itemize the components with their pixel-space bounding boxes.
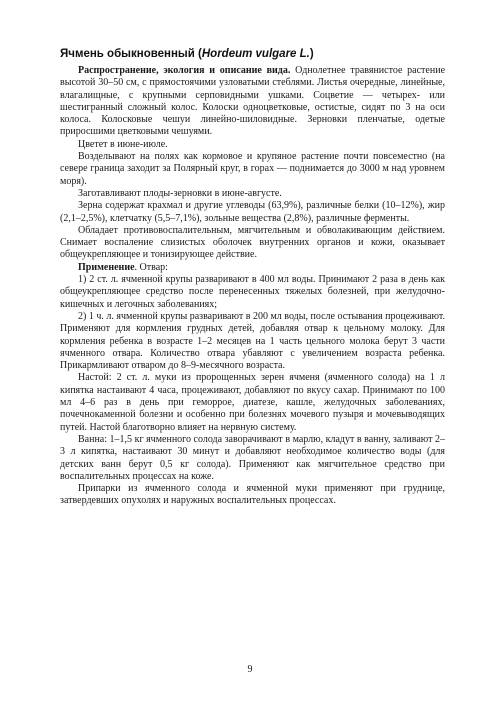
composition-paragraph: Зерна содержат крахмал и другие углеводы (63,9%), различные белки (10–12%), жир (2,1–2,5%), клетчатку (5,5–7,1%), зольные вещества (2,8%), различные ферменты. (60, 200, 445, 224)
cultivation-paragraph: Возделывают на полях как кормовое и крупяное растение почти повсеместно (на севере граница заходит за Полярный круг, в горах — поднимается до 3000 м над уровнем моря). (60, 151, 445, 187)
document-page (60, 47, 445, 508)
title-prefix: Ячмень обыкновенный ( (60, 48, 202, 60)
poultice-paragraph: Припарки из ячменного солода и ячменной муки применяют при груднице, затвердевших опухолях и наружных воспалительных процессах. (60, 483, 445, 507)
harvest-paragraph: Заготавливают плоды-зерновки в июне-августе. (78, 187, 282, 199)
bath-paragraph: Ванна: 1–1,5 кг ячменного солода заворачивают в марлю, кладут в ванну, заливают 2–3 л кипятка, настаивают 30 минут и добавляют необходимое количество воды (для детских ванн берут 0,5 кг солода). Применяют как мягчительное средство при воспалительных процессах на коже. (60, 433, 445, 482)
decoction-2-paragraph: 2) 1 ч. л. ячменной крупы разваривают в 200 мл воды, после остывания процеживают. Применяют для кормления грудных детей, добавляя отвар к цельному молоку. Для кормления ребенка в возрасте 1–2 месяцев на 1 часть цельного молока берут 3 части ячменного отвара. Количество отвара убавляют с увеличением возраста ребенка. Прикармливают отваром до 8–9-месячного возраста. (60, 310, 445, 372)
action-paragraph: Обладает противовоспалительным, мягчительным и обволакивающим действием. Снимает воспаление слизистых оболочек внутренних органов и кожи, оказывает общеукрепляющее и тонизирующее действие. (60, 224, 445, 261)
infusion-paragraph: Настой: 2 ст. л. муки из пророщенных зерен ячменя (ячменного солода) на 1 л кипятка настаивают 4 часа, процеживают, добавляют по вкусу сахар. Принимают по 100 мл 4–6 раз в день при геморрое, диатезе, кашле, желудочных заболеваниях, почечнокаменной болезни и особенно при болезнях мочевого пузыря и мочевыводящих путей. Настой благотворно влияет на нервную систему. (60, 372, 445, 433)
usage-paragraph (60, 262, 445, 274)
title-suffix: ) (309, 48, 314, 60)
distribution-text: Однолетнее травянистое растение высотой 30–50 см, с прямостоячими узловатыми стеблями. Листья очередные, линейные, влагалищные, с крупными серповидными ушками. Соцветие — четырех- или шестигранный сложный колос. Колоски одноцветковые, остистые, сидят по 3 на оси колоса. Колосковые чешуи линейно-шиловидные. Зерновки пленчатые, одетые приросшими цветковыми чешуями. (60, 65, 446, 138)
usage-heading: Применение (78, 261, 135, 273)
distribution-heading: Распространение, экология и описание вида. (78, 65, 291, 76)
article-title (60, 47, 445, 61)
page-number: 9 (247, 664, 253, 675)
bloom-paragraph: Цветет в июне-июле. (78, 138, 168, 150)
title-latin-name: Hordeum vulgare L. (201, 48, 310, 60)
decoction-1-paragraph: 1) 2 ст. л. ячменной крупы разваривают в 400 мл воды. Принимают 2 раза в день как общеукрепляющее средство после перенесенных тяжелых болезней, при желудочно-кишечных и легочных заболеваниях; (60, 274, 445, 310)
usage-text: . Отвар: (134, 261, 168, 273)
distribution-paragraph (60, 65, 445, 139)
